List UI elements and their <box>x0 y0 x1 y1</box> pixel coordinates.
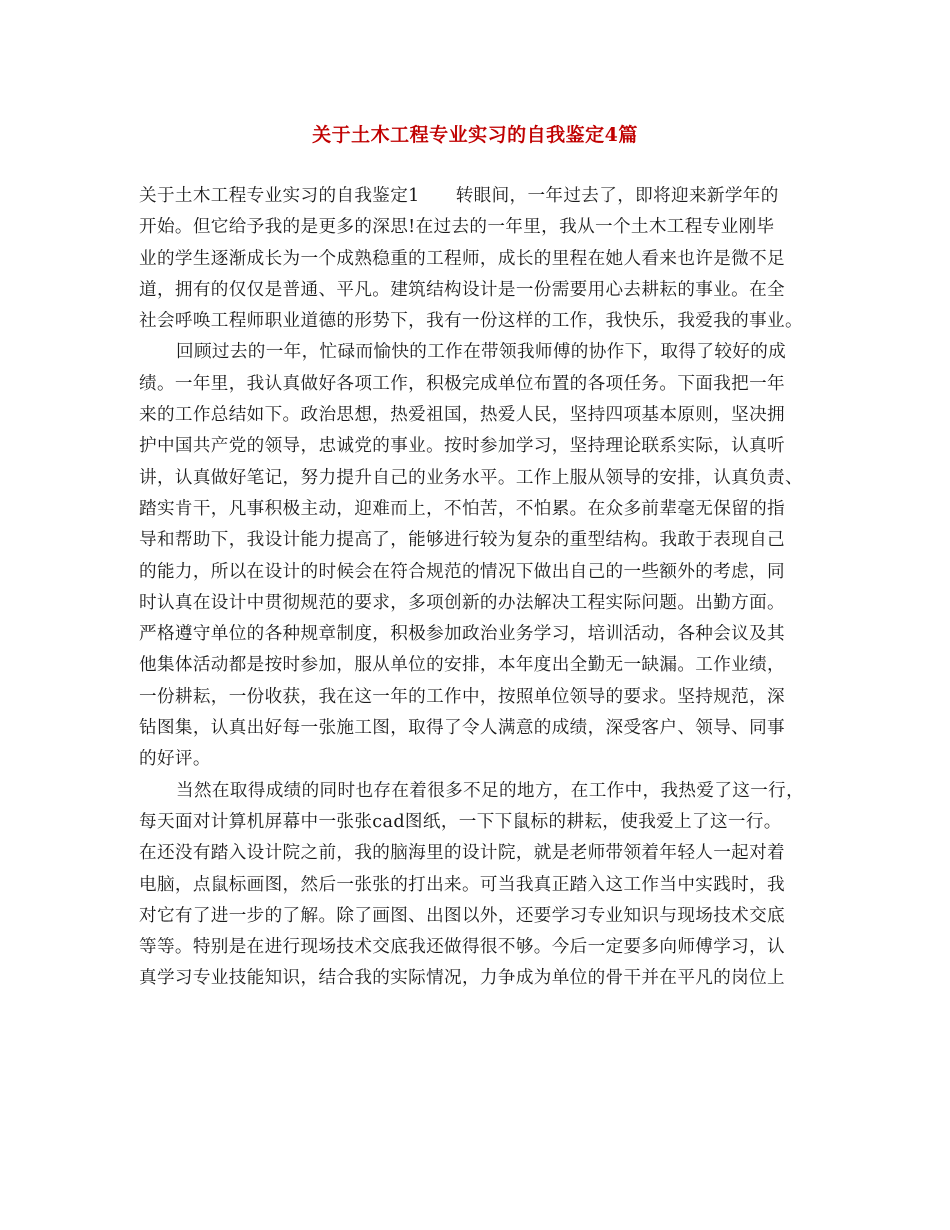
text-line: 的能力，所以在设计的时候会在符合规范的情况下做出自己的一些额外的考虑，同 <box>139 561 785 582</box>
text-line: 电脑，点鼠标画图，然后一张张的打出来。可当我真正踏入这工作当中实践时，我 <box>139 874 785 895</box>
text-line: 开始。但它给予我的是更多的深思!在过去的一年里，我从一个土木工程专业刚毕 <box>139 217 775 238</box>
text-line: 对它有了进一步的了解。除了画图、出图以外，还要学习专业知识与现场技术交底 <box>139 905 785 926</box>
text-line: 时认真在设计中贯彻规范的要求，多项创新的办法解决工程实际问题。出勤方面。 <box>139 592 785 613</box>
text-line: 等等。特别是在进行现场技术交底我还做得很不够。今后一定要多向师傅学习，认 <box>139 937 785 958</box>
text-line: 严格遵守单位的各种规章制度，积极参加政治业务学习，培训活动，各种会议及其 <box>139 624 785 645</box>
text-line: 道，拥有的仅仅是普通、平凡。建筑结构设计是一份需要用心去耕耘的事业。在全 <box>139 279 785 300</box>
text-line: 讲，认真做好笔记，努力提升自己的业务水平。工作上服从领导的安排，认真负责、 <box>139 467 803 488</box>
text-line: 关于土木工程专业实习的自我鉴定1 转眼间，一年过去了，即将迎来新学年的 <box>139 186 779 206</box>
document-title: 关于土木工程专业实习的自我鉴定4篇 <box>312 124 638 146</box>
text-line: 业的学生逐渐成长为一个成熟稳重的工程师，成长的里程在她人看来也许是微不足 <box>139 248 785 269</box>
text-line: 钻图集，认真出好每一张施工图，取得了令人满意的成绩，深受客户、领导、同事 <box>139 718 785 739</box>
text-line: 导和帮助下，我设计能力提高了，能够进行较为复杂的重型结构。我敢于表现自己 <box>139 530 785 551</box>
text-line: 社会呼唤工程师职业道德的形势下，我有一份这样的工作，我快乐，我爱我的事业。 <box>139 311 803 332</box>
text-line: 真学习专业技能知识，结合我的实际情况，力争成为单位的骨干并在平凡的岗位上 <box>139 968 785 989</box>
document-body <box>139 181 819 995</box>
text-line: 踏实肯干，凡事积极主动，迎难而上，不怕苦，不怕累。在众多前辈毫无保留的指 <box>139 498 785 519</box>
text-line: 来的工作总结如下。政治思想，热爱祖国，热爱人民，坚持四项基本原则，坚决拥 <box>139 405 785 426</box>
text-line: 护中国共产党的领导，忠诚党的事业。按时参加学习，坚持理论联系实际，认真听 <box>139 436 785 457</box>
text-line: 绩。一年里，我认真做好各项工作，积极完成单位布置的各项任务。下面我把一年 <box>139 373 785 394</box>
section-heading: 关于土木工程专业实习的自我鉴定1 <box>139 186 420 206</box>
text-line: 每天面对计算机屏幕中一张张cad图纸，一下下鼠标的耕耘，使我爱上了这一行。 <box>139 811 782 832</box>
text-line: 的好评。 <box>139 749 211 770</box>
text-line: 一份耕耘，一份收获，我在这一年的工作中，按照单位领导的要求。坚持规范，深 <box>139 686 785 707</box>
text-line: 在还没有踏入设计院之前，我的脑海里的设计院，就是老师带领着年轻人一起对着 <box>139 843 785 864</box>
text-line: 他集体活动都是按时参加，服从单位的安排，本年度出全勤无一缺漏。工作业绩， <box>139 655 785 676</box>
paragraph-start-line: 当然在取得成绩的同时也存在着很多不足的地方，在工作中，我热爱了这一行， <box>176 780 805 801</box>
paragraph-start-line: 回顾过去的一年，忙碌而愉快的工作在带领我师傅的协作下，取得了较好的成 <box>176 342 787 363</box>
